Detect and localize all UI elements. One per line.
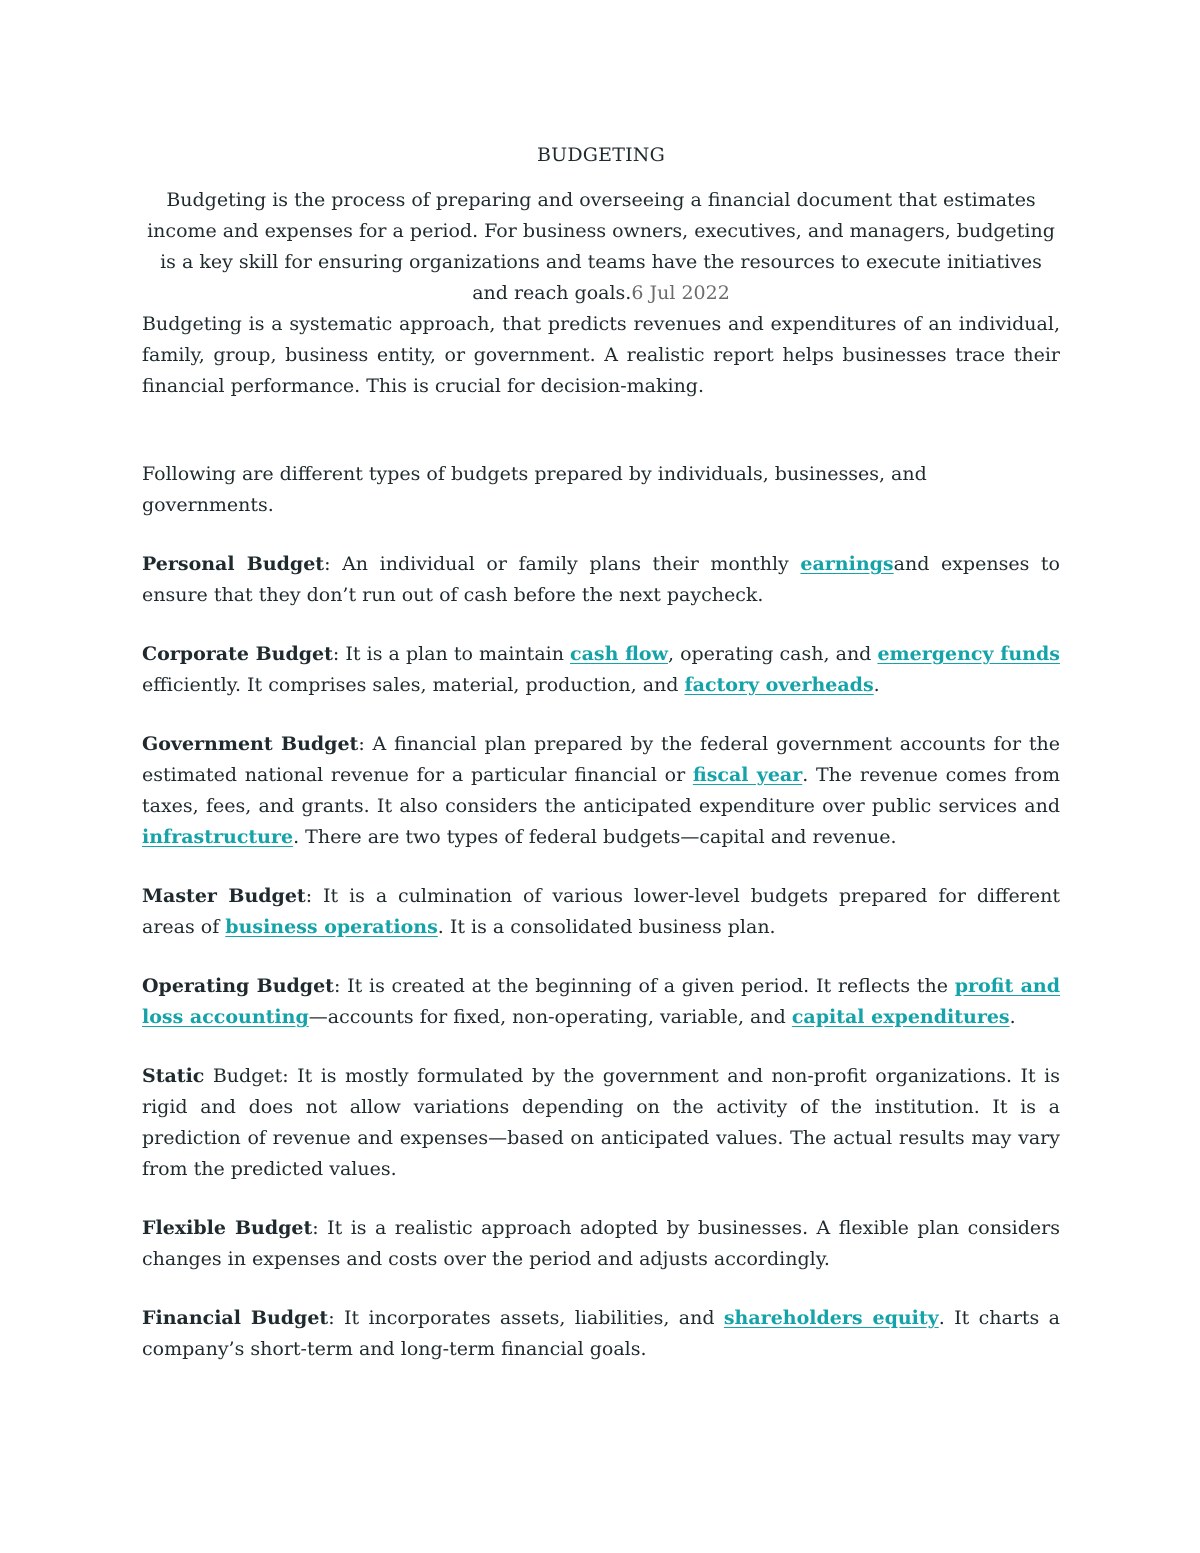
corporate-budget-term: Corporate Budget <box>142 643 333 665</box>
capital-expenditures-link[interactable]: capital expenditures <box>791 1006 1010 1028</box>
operating-budget-text-3: . <box>1009 1006 1016 1028</box>
master-budget-text-1: : It is a culmination of various lower-level budgets prepared for different areas of <box>142 885 1060 938</box>
operating-budget-text-1: : It is created at the beginning of a given period. It reflects the <box>333 975 955 997</box>
operating-budget-paragraph <box>142 971 1060 1033</box>
emergency-funds-link[interactable]: emergency funds <box>877 643 1060 665</box>
flexible-budget-text-1: : It is a realistic approach adopted by businesses. A flexible plan considers changes in expenses and costs over the period and adjusts accordingly. <box>142 1217 1060 1270</box>
master-budget-text-2: . It is a consolidated business plan. <box>437 916 776 938</box>
financial-budget-term: Financial Budget <box>142 1307 329 1329</box>
document-page <box>142 140 1060 1393</box>
personal-budget-term: Personal Budget <box>142 553 325 575</box>
financial-budget-paragraph <box>142 1303 1060 1365</box>
static-budget-term: Static <box>142 1065 205 1087</box>
definition-date: 6 Jul 2022 <box>631 282 730 304</box>
infrastructure-link[interactable]: infrastructure <box>142 826 294 848</box>
corporate-budget-text-3: efficiently. It comprises sales, material, production, and <box>142 674 685 696</box>
corporate-budget-text-1: : It is a plan to maintain <box>332 643 571 665</box>
static-budget-paragraph <box>142 1061 1060 1185</box>
corporate-budget-paragraph <box>142 639 1060 701</box>
earnings-link[interactable]: earnings <box>800 553 894 575</box>
master-budget-term: Master Budget <box>142 885 306 907</box>
section-spacer <box>142 402 1060 459</box>
government-budget-paragraph <box>142 729 1060 853</box>
definition-text: Budgeting is the process of preparing and overseeing a financial document that estimates income and expenses for a period. For business owners, executives, and managers, budgeting is a key skill for ensuring organizations and teams have the resources to execute initiatives and reach goals. <box>147 189 1055 304</box>
fiscal-year-link[interactable]: fiscal year <box>692 764 803 786</box>
factory-overheads-link[interactable]: factory overheads <box>684 674 874 696</box>
profit-and-loss-accounting-link[interactable]: profit and loss accounting <box>142 975 1060 1028</box>
operating-budget-text-2: —accounts for fixed, non-operating, variable, and <box>308 1006 792 1028</box>
corporate-budget-text-2: , operating cash, and <box>667 643 878 665</box>
financial-budget-text-1: : It incorporates assets, liabilities, and <box>328 1307 724 1329</box>
static-budget-text-1: Budget: It is mostly formulated by the government and non-profit organizations. It is rigid and does not allow variations depending on the activity of the institution. It is a prediction of revenue and expenses—based on anticipated values. The actual results may vary from the predicted values. <box>142 1065 1060 1180</box>
government-budget-term: Government Budget <box>142 733 359 755</box>
intro-paragraph: Following are different types of budgets prepared by individuals, businesses, and governments. <box>142 463 927 516</box>
personal-budget-text-2: and expenses to ensure that they don’t run out of cash before the next paycheck. <box>142 553 1060 606</box>
financial-budget-text-2: . It charts a company’s short-term and long-term financial goals. <box>142 1307 1060 1360</box>
master-budget-paragraph <box>142 881 1060 943</box>
flexible-budget-term: Flexible Budget <box>142 1217 313 1239</box>
corporate-budget-text-4: . <box>873 674 880 696</box>
personal-budget-paragraph <box>142 549 1060 611</box>
definition-paragraph <box>142 185 1060 309</box>
cash-flow-link[interactable]: cash flow <box>570 643 668 665</box>
government-budget-text-3: . There are two types of federal budgets—capital and revenue. <box>293 826 897 848</box>
operating-budget-term: Operating Budget <box>142 975 334 997</box>
page-title: BUDGETING <box>536 144 666 166</box>
shareholders-equity-link[interactable]: shareholders equity <box>723 1307 939 1329</box>
government-budget-text-2: . The revenue comes from taxes, fees, and grants. It also considers the anticipated expenditure over public services and <box>142 764 1060 817</box>
personal-budget-text-1: : An individual or family plans their monthly <box>324 553 801 575</box>
flexible-budget-paragraph <box>142 1213 1060 1275</box>
business-operations-link[interactable]: business operations <box>225 916 438 938</box>
overview-paragraph: Budgeting is a systematic approach, that predicts revenues and expenditures of an individual, family, group, business entity, or government. A realistic report helps businesses trace their financial performance. This is crucial for decision-making. <box>142 313 1060 397</box>
government-budget-text-1: : A financial plan prepared by the federal government accounts for the estimated national revenue for a particular financial or <box>142 733 1060 786</box>
